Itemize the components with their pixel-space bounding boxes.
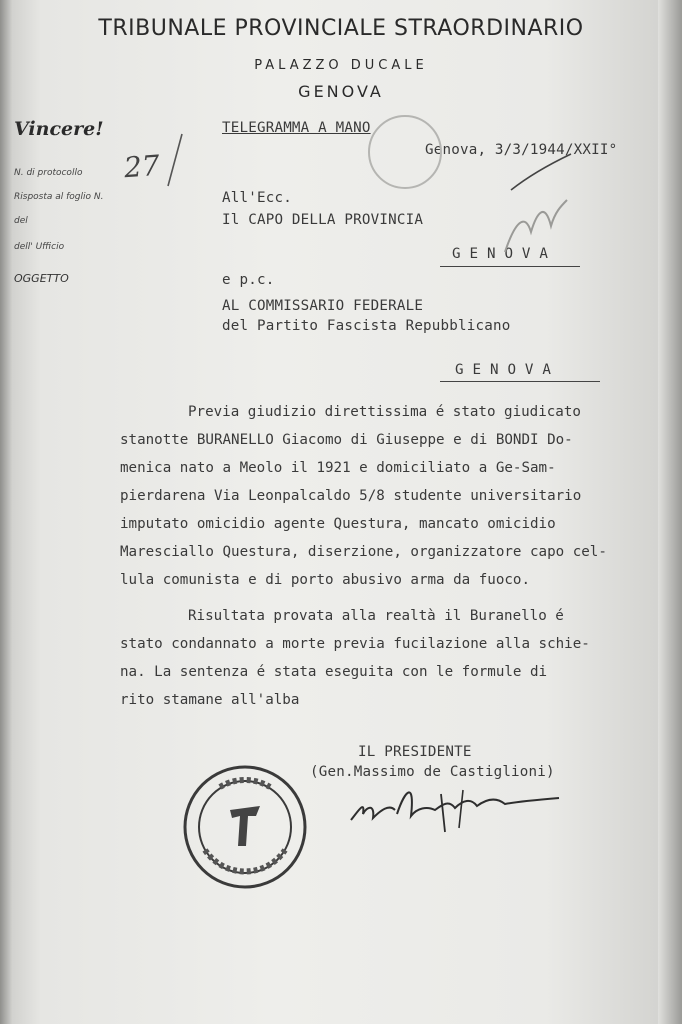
recipient-name: Il CAPO DELLA PROVINCIA [222,212,424,228]
page-edge-shadow [0,0,12,1024]
body-line: lula comunista e di porto abusivo arma da fuoco. [120,572,530,588]
office-field-label: dell' Ufficio [14,242,65,252]
subject-label: OGGETTO [14,272,69,285]
cc-city-underline [440,381,600,382]
recipient-salutation: All'Ecc. [222,190,292,206]
body-line: na. La sentenza é stata eseguita con le formule di [120,664,548,680]
body-line: Maresciallo Questura, diserzione, organizzatore capo cel- [120,544,607,560]
body-line: stato condannato a morte previa fucilazione alla schie- [120,636,590,652]
body-line: pierdarena Via Leonpalcaldo 5/8 studente universitario [120,488,582,504]
body-line: Previa giudizio direttissima é stato giudicato [188,404,581,420]
body-line: stanotte BURANELLO Giacomo di Giuseppe e di BONDI Do- [120,432,573,448]
handwritten-signature [345,770,565,850]
protocol-slash-mark [160,130,190,190]
body-line: rito stamane all'alba [120,692,300,708]
body-line: Risultata provata alla realtà il Buranello é [188,608,564,624]
date-pen-stroke [505,150,575,195]
letterhead-title: TRIBUNALE PROVINCIALE STRAORDINARIO [98,16,584,41]
body-line: menica nato a Meolo il 1921 e domiciliato a Ge-Sam- [120,460,556,476]
cc-recipient: AL COMMISSARIO FEDERALE [222,298,424,314]
letterhead-city: GENOVA [298,82,384,101]
cc-label: e p.c. [222,272,275,288]
cc-recipient-party: del Partito Fascista Repubblicano [222,318,511,334]
tribunal-seal-stamp [180,762,310,892]
page-edge-shadow-right [658,0,682,1024]
telegram-heading: TELEGRAMMA A MANO [222,120,371,136]
motto: Vincere! [14,118,104,140]
date-field-label: del [14,216,28,226]
handwritten-initials [495,192,575,267]
recipient-city: G E N O V A [452,246,549,262]
protocol-field-label: N. di protocollo [14,168,83,178]
reply-field-label: Risposta al foglio N. [14,192,104,202]
body-line: imputato omicidio agente Questura, mancato omicidio [120,516,556,532]
signatory-name: (Gen.Massimo de Castiglioni) [310,764,555,780]
cc-city: G E N O V A [455,362,552,378]
letterhead-subtitle: PALAZZO DUCALE [254,58,428,73]
receipt-stamp-faint [360,110,450,200]
document-date: Genova, 3/3/1944/XXII° [425,142,618,158]
signatory-role: IL PRESIDENTE [358,744,472,760]
protocol-number: 27 [122,148,161,185]
